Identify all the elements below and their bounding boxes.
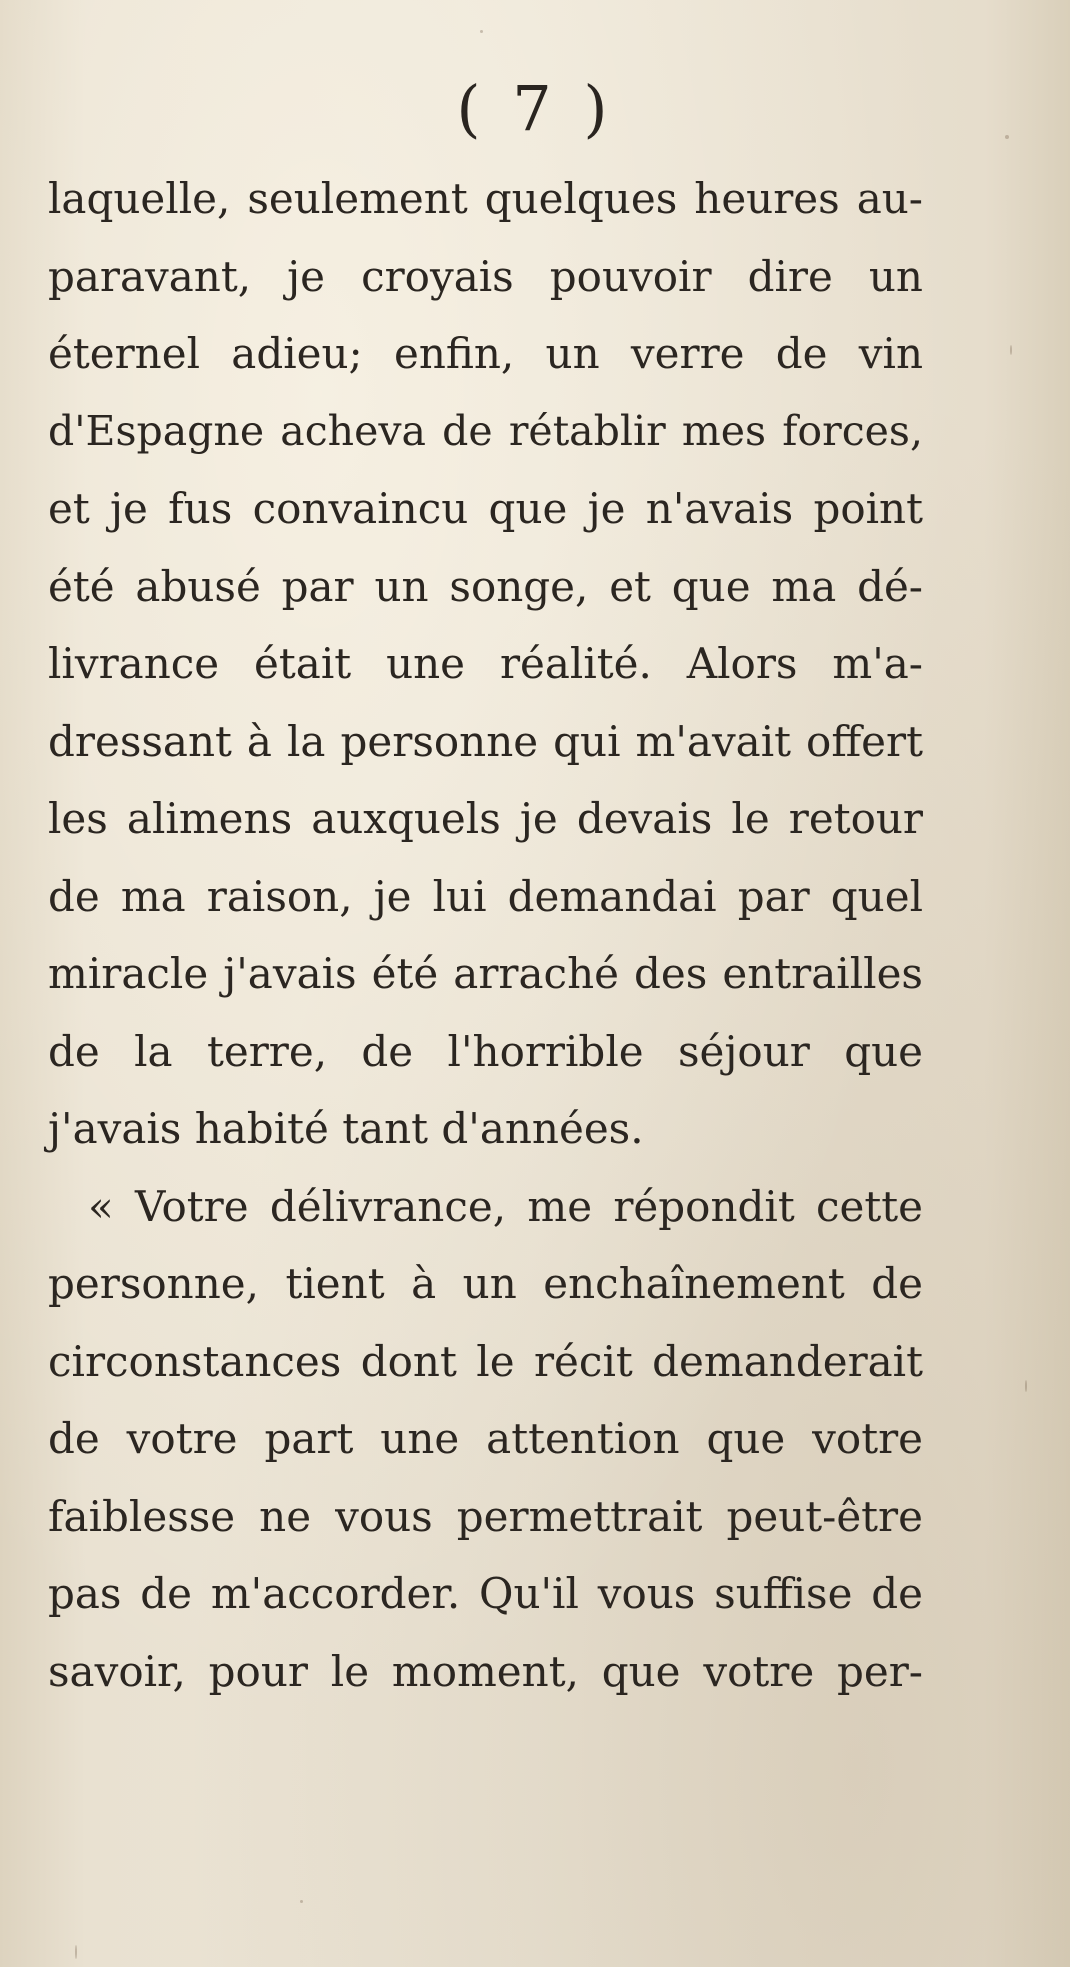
text-line: éternel adieu; enfin, un verre de vin	[48, 329, 923, 378]
text-line: faiblesse ne vous permettrait peut-être	[48, 1491, 923, 1541]
text-line: miracle j'avais été arraché des entrailles	[48, 949, 923, 998]
text-line: laquelle, seulement quelques heures au-	[48, 174, 923, 223]
paper-speck	[1025, 1380, 1027, 1392]
text-line: d'Espagne acheva de rétablir mes forces,	[48, 406, 923, 455]
text-line: personne, tient à un enchaînement de	[48, 1259, 923, 1308]
text-line: de ma raison, je lui demandai par quel	[48, 871, 923, 921]
paper-speck	[75, 1945, 77, 1959]
text-line: de votre part une attention que votre	[48, 1414, 923, 1463]
text-line: j'avais habité tant d'années.	[48, 1104, 644, 1153]
paper-speck	[1010, 345, 1012, 355]
paper-speck	[300, 1900, 303, 1903]
text-line: et je fus convaincu que je n'avais point	[48, 484, 923, 533]
text-line: circonstances dont le récit demanderait	[48, 1336, 923, 1386]
text-line: les alimens auxquels je devais le retour	[48, 794, 923, 843]
text-line: été abusé par un songe, et que ma dé-	[48, 561, 923, 611]
text-line: savoir, pour le moment, que votre per-	[48, 1646, 923, 1696]
body-text	[48, 160, 923, 1710]
paper-speck	[480, 30, 483, 33]
text-line: pas de m'accorder. Qu'il vous suffise de	[48, 1569, 923, 1618]
text-line: paravant, je croyais pouvoir dire un	[48, 251, 923, 301]
text-line: livrance était une réalité. Alors m'a-	[48, 639, 923, 688]
text-line: de la terre, de l'horrible séjour que	[48, 1026, 923, 1076]
page-number: ( 7 )	[456, 72, 614, 145]
text-line: « Votre délivrance, me répondit cette	[88, 1181, 923, 1231]
text-line: dressant à la personne qui m'avait offert	[48, 716, 923, 766]
